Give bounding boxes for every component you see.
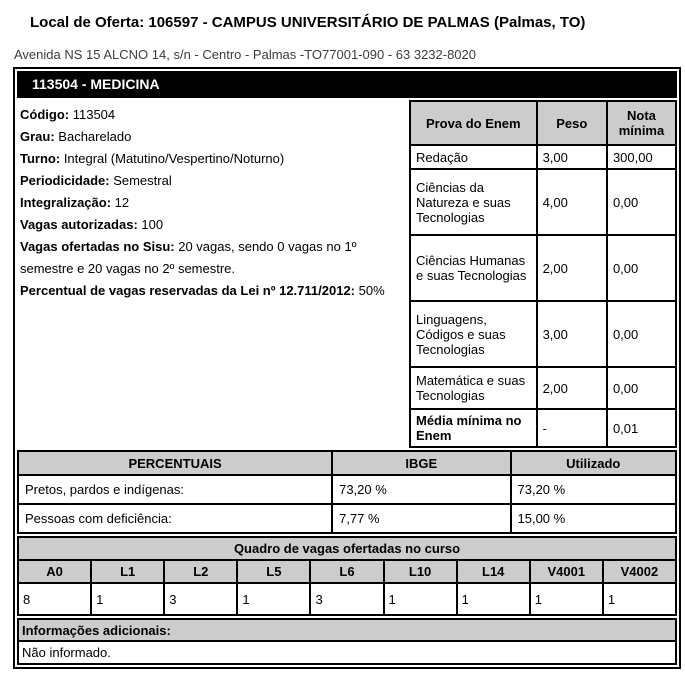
info-line-vagas-sisu xyxy=(20,236,402,280)
quadro-header-row xyxy=(18,560,676,583)
quadro-value-l1: 1 xyxy=(91,583,164,615)
info-value: 20 vagas, sendo 0 vagas no 1º semestre e 20 vagas no 2º semestre. xyxy=(20,239,357,276)
percentuais-row-ppi xyxy=(18,475,676,504)
info-line-integralizacao xyxy=(20,192,402,214)
info-value: 50% xyxy=(358,283,385,298)
course-section xyxy=(13,67,681,669)
additional-info-header-row xyxy=(18,619,676,641)
enem-table xyxy=(409,100,677,448)
enem-peso: 3,00 xyxy=(537,145,607,169)
info-label: Integralização: xyxy=(20,195,112,210)
utilizado-header: Utilizado xyxy=(511,451,677,475)
percentuais-utilizado: 15,00 % xyxy=(511,504,677,533)
course-info-list xyxy=(17,100,404,448)
additional-info-value-row xyxy=(18,641,676,664)
info-value: Bacharelado xyxy=(58,129,132,144)
percentuais-header-row xyxy=(18,451,676,475)
quadro-title-row xyxy=(18,537,676,560)
enem-header-nota: Nota mínima xyxy=(607,101,676,145)
enem-prova: Linguagens, Códigos e suas Tecnologias xyxy=(410,301,537,367)
info-label: Vagas autorizadas: xyxy=(20,217,138,232)
enem-row-natureza xyxy=(410,169,676,235)
info-label: Turno: xyxy=(20,151,61,166)
additional-info-value: Não informado. xyxy=(18,641,676,664)
info-value: Semestral xyxy=(113,173,172,188)
info-label: Código: xyxy=(20,107,70,122)
page-title: Local de Oferta: 106597 - CAMPUS UNIVERSITÁRIO DE PALMAS (Palmas, TO) xyxy=(30,14,586,31)
additional-info-label: Informações adicionais: xyxy=(18,619,676,641)
info-line-grau xyxy=(20,126,402,148)
info-line-vagas-autorizadas xyxy=(20,214,402,236)
quadro-value-v4002: 1 xyxy=(603,583,676,615)
percentuais-row-deficiencia xyxy=(18,504,676,533)
enem-nota: 300,00 xyxy=(607,145,676,169)
quadro-title: Quadro de vagas ofertadas no curso xyxy=(18,537,676,560)
enem-prova: Média mínima no Enem xyxy=(410,409,537,447)
info-label: Percentual de vagas reservadas da Lei nº 12.711/2012: xyxy=(20,283,356,298)
info-label: Periodicidade: xyxy=(20,173,110,188)
enem-prova: Ciências Humanas e suas Tecnologias xyxy=(410,235,537,301)
enem-header-row xyxy=(410,101,676,145)
course-body xyxy=(17,100,677,448)
info-value: Integral (Matutino/Vespertino/Noturno) xyxy=(63,151,285,166)
quadro-header-v4002: V4002 xyxy=(603,560,676,583)
enem-row-media-minima xyxy=(410,409,676,447)
percentuais-label: Pretos, pardos e indígenas: xyxy=(18,475,332,504)
percentuais-ibge: 73,20 % xyxy=(332,475,510,504)
quadro-value-l14: 1 xyxy=(457,583,530,615)
quadro-header-l2: L2 xyxy=(164,560,237,583)
enem-header-prova: Prova do Enem xyxy=(410,101,537,145)
enem-nota: 0,00 xyxy=(607,367,676,409)
enem-row-linguagens xyxy=(410,301,676,367)
quadro-vagas-table xyxy=(17,536,677,616)
enem-peso: 3,00 xyxy=(537,301,607,367)
enem-row-matematica xyxy=(410,367,676,409)
info-value: 100 xyxy=(141,217,164,232)
enem-prova: Matemática e suas Tecnologias xyxy=(410,367,537,409)
enem-peso: 2,00 xyxy=(537,235,607,301)
quadro-value-l10: 1 xyxy=(384,583,457,615)
quadro-header-l5: L5 xyxy=(237,560,310,583)
enem-nota: 0,00 xyxy=(607,301,676,367)
percentuais-table xyxy=(17,450,677,534)
percentuais-header: PERCENTUAIS xyxy=(18,451,332,475)
percentuais-label: Pessoas com deficiência: xyxy=(18,504,332,533)
enem-nota: 0,00 xyxy=(607,235,676,301)
quadro-header-v4001: V4001 xyxy=(530,560,603,583)
offer-address: Avenida NS 15 ALCNO 14, s/n - Centro - Palmas -TO77001-090 - 63 3232-8020 xyxy=(14,47,477,62)
additional-info-table xyxy=(17,618,677,665)
quadro-value-v4001: 1 xyxy=(530,583,603,615)
quadro-header-l14: L14 xyxy=(457,560,530,583)
quadro-value-l2: 3 xyxy=(164,583,237,615)
enem-peso: 2,00 xyxy=(537,367,607,409)
info-label: Vagas ofertadas no Sisu: xyxy=(20,239,175,254)
enem-prova: Redação xyxy=(410,145,537,169)
enem-row-humanas xyxy=(410,235,676,301)
quadro-header-l1: L1 xyxy=(91,560,164,583)
quadro-header-l10: L10 xyxy=(384,560,457,583)
quadro-value-l6: 3 xyxy=(310,583,383,615)
info-line-turno xyxy=(20,148,402,170)
info-line-periodicidade xyxy=(20,170,402,192)
enem-peso: - xyxy=(537,409,607,447)
percentuais-utilizado: 73,20 % xyxy=(511,475,677,504)
enem-peso: 4,00 xyxy=(537,169,607,235)
percentuais-ibge: 7,77 % xyxy=(332,504,510,533)
quadro-header-l6: L6 xyxy=(310,560,383,583)
quadro-header-a0: A0 xyxy=(18,560,91,583)
enem-header-peso: Peso xyxy=(537,101,607,145)
enem-prova: Ciências da Natureza e suas Tecnologias xyxy=(410,169,537,235)
quadro-value-a0: 8 xyxy=(18,583,91,615)
enem-nota: 0,00 xyxy=(607,169,676,235)
info-value: 12 xyxy=(114,195,130,210)
course-banner: 113504 - MEDICINA xyxy=(17,71,677,98)
info-label: Grau: xyxy=(20,129,55,144)
ibge-header: IBGE xyxy=(332,451,510,475)
info-line-percentual-lei xyxy=(20,280,402,302)
info-value: 113504 xyxy=(72,107,116,122)
info-line-codigo xyxy=(20,104,402,126)
quadro-value-l5: 1 xyxy=(237,583,310,615)
quadro-values-row xyxy=(18,583,676,615)
enem-nota: 0,01 xyxy=(607,409,676,447)
enem-row-redacao xyxy=(410,145,676,169)
